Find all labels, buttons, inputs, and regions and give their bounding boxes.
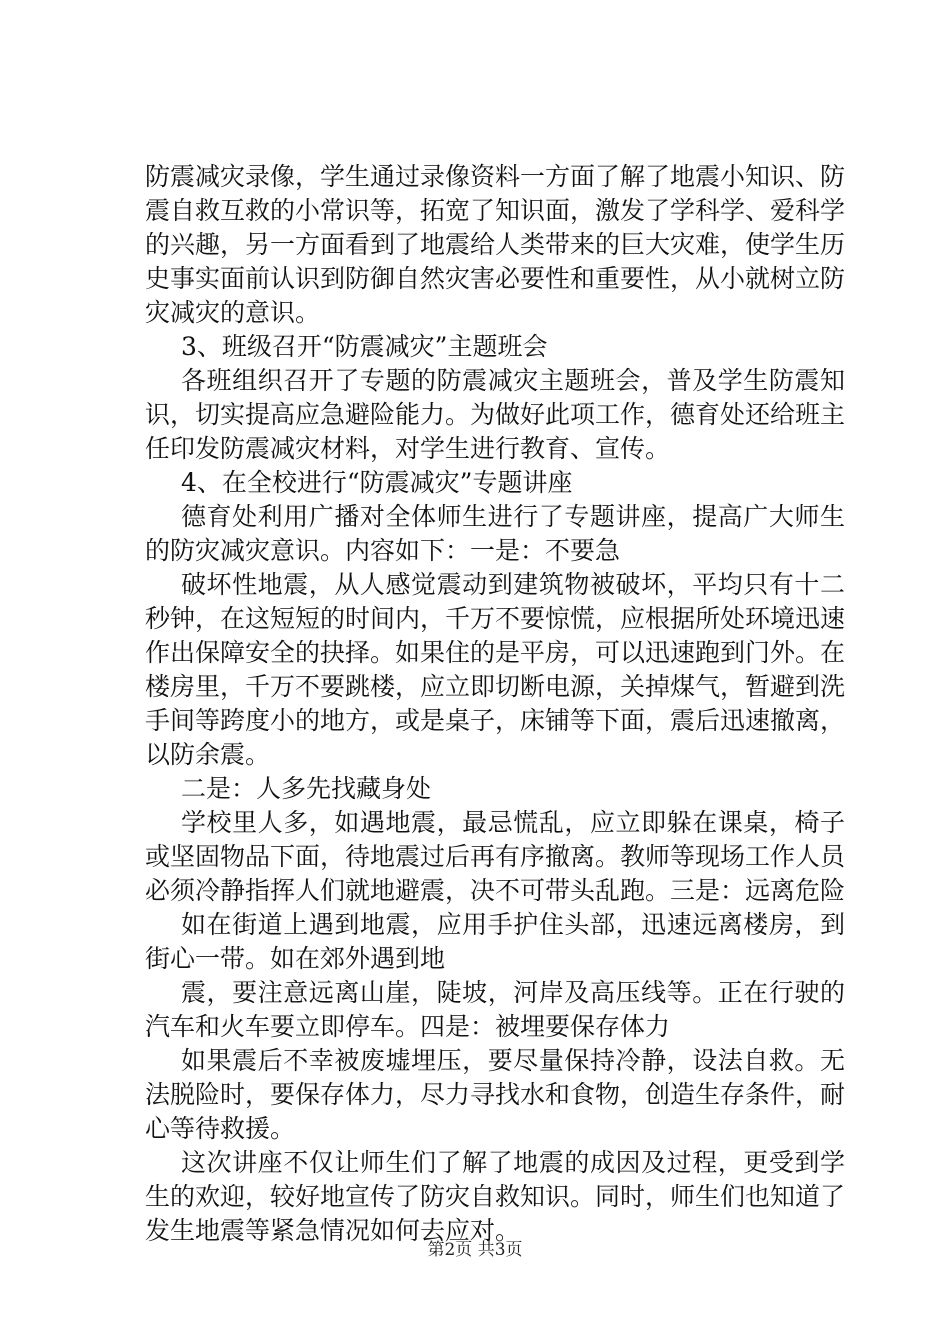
heading-lecture: 4、在全校进行“防震减灾”专题讲座	[181, 468, 573, 497]
heading-point-two: 二是：人多先找藏身处	[181, 774, 432, 803]
heading-class-meeting: 3、班级召开“防震减灾”主题班会	[181, 332, 548, 361]
paragraph-point-three-a: 如在街道上遇到地震，应用手护住头部，迅速远离楼房，到街心一带。如在郊外遇到地	[145, 910, 845, 973]
paragraph-point-four: 如果震后不幸被废墟埋压，要尽量保持冷静，设法自救。无法脱险时，要保存体力，尽力寻找水和食物，创造生存条件，耐心等待救援。	[145, 1046, 846, 1143]
paragraph-point-one: 破坏性地震，从人感觉震动到建筑物被破坏，平均只有十二秒钟，在这短短的时间内，千万不要惊慌，应根据所处环境迅速作出保障安全的抉择。如果住的是平房，可以迅速跑到门外。在楼房里，千万不要跳楼，应立即切断电源，关掉煤气，暂避到洗手间等跨度小的地方，或是桌子，床铺等下面，震后迅速撤离，以防余震。	[145, 570, 846, 769]
paragraph-video-summary: 防震减灾录像，学生通过录像资料一方面了解了地震小知识、防震自救互救的小常识等，拓宽了知识面，激发了学科学、爱科学的兴趣，另一方面看到了地震给人类带来的巨大灾难，使学生历史事实面前认识到防御自然灾害必要性和重要性，从小就树立防灾减灾的意识。	[145, 162, 846, 327]
paragraph-point-three-b: 震，要注意远离山崖，陡坡，河岸及高压线等。正在行驶的汽车和火车要立即停车。四是：被埋要保存体力	[145, 978, 845, 1041]
paragraph-point-two: 学校里人多，如遇地震，最忌慌乱，应立即躲在课桌，椅子或坚固物品下面，待地震过后再有序撤离。教师等现场工作人员必须冷静指挥人们就地避震，决不可带头乱跑。三是：远离危险	[145, 808, 846, 905]
paragraph-lecture-intro: 德育处利用广播对全体师生进行了专题讲座，提高广大师生的防灾减灾意识。内容如下：一是：不要急	[145, 502, 845, 565]
paragraph-class-meeting: 各班组织召开了专题的防震减灾主题班会，普及学生防震知识，切实提高应急避险能力。为做好此项工作，德育处还给班主任印发防震减灾材料，对学生进行教育、宣传。	[145, 366, 846, 463]
document-body	[145, 160, 845, 1248]
paragraph-conclusion: 这次讲座不仅让师生们了解了地震的成因及过程，更受到学生的欢迎，较好地宣传了防灾自救知识。同时，师生们也知道了发生地震等紧急情况如何去应对。	[145, 1148, 846, 1245]
page-number-footer: 第2页 共3页	[427, 1240, 523, 1260]
